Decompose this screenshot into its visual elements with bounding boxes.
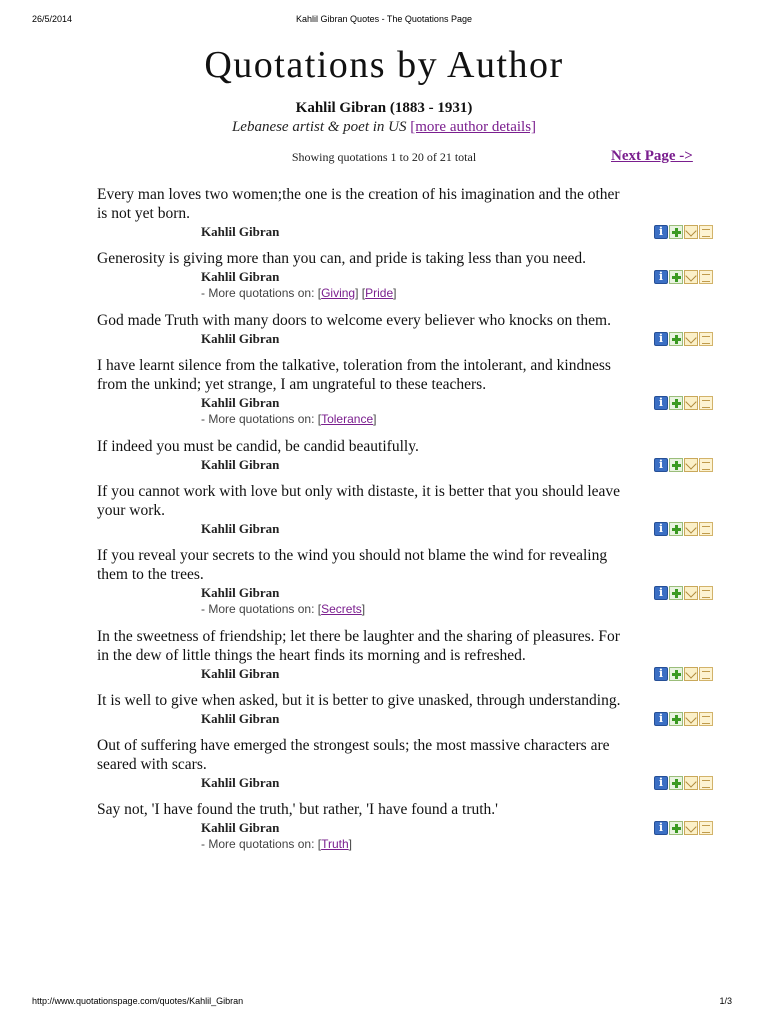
note-icon[interactable] [699, 270, 713, 284]
quote-author: Kahlil Gibran [201, 585, 280, 600]
email-icon[interactable] [684, 270, 698, 284]
note-icon[interactable] [699, 667, 713, 681]
more-quotations-on: - More quotations on: [Truth] [201, 837, 352, 851]
topic-link-truth[interactable]: Truth [321, 837, 349, 851]
email-icon[interactable] [684, 712, 698, 726]
add-icon[interactable] [669, 270, 683, 284]
quote-block [97, 356, 727, 428]
email-icon[interactable] [684, 821, 698, 835]
email-icon[interactable] [684, 586, 698, 600]
topic-link-tolerance[interactable]: Tolerance [321, 412, 374, 426]
quote-text: God made Truth with many doors to welcome every believer who knocks on them. [97, 312, 611, 329]
quote-block [97, 800, 727, 853]
quote-author: Kahlil Gibran [201, 711, 280, 726]
print-footer [0, 996, 768, 1010]
quote-actions [654, 225, 713, 239]
info-icon[interactable] [654, 821, 668, 835]
add-icon[interactable] [669, 712, 683, 726]
add-icon[interactable] [669, 821, 683, 835]
info-icon[interactable] [654, 396, 668, 410]
quote-author: Kahlil Gibran [201, 457, 280, 472]
quote-block [97, 185, 727, 240]
quote-actions [654, 776, 713, 790]
quote-block [97, 437, 727, 473]
quote-text: If you cannot work with love but only with distaste, it is better that you should leave your work. [97, 483, 621, 519]
note-icon[interactable] [699, 522, 713, 536]
email-icon[interactable] [684, 225, 698, 239]
quote-actions [654, 458, 713, 472]
quote-actions [654, 821, 713, 835]
add-icon[interactable] [669, 586, 683, 600]
quote-text: If indeed you must be candid, be candid beautifully. [97, 438, 419, 455]
more-quotations-on: - More quotations on: [Tolerance] [201, 412, 377, 426]
info-icon[interactable] [654, 225, 668, 239]
quote-text: Say not, 'I have found the truth,' but rather, 'I have found a truth.' [97, 801, 498, 818]
email-icon[interactable] [684, 667, 698, 681]
quote-author: Kahlil Gibran [201, 395, 280, 410]
info-icon[interactable] [654, 458, 668, 472]
more-author-details-link[interactable]: [more author details] [410, 119, 537, 135]
quote-block [97, 311, 727, 347]
email-icon[interactable] [684, 522, 698, 536]
note-icon[interactable] [699, 225, 713, 239]
info-icon[interactable] [654, 667, 668, 681]
topic-link-giving[interactable]: Giving [321, 286, 356, 300]
note-icon[interactable] [699, 586, 713, 600]
add-icon[interactable] [669, 667, 683, 681]
note-icon[interactable] [699, 712, 713, 726]
quote-author: Kahlil Gibran [201, 775, 280, 790]
note-icon[interactable] [699, 332, 713, 346]
note-icon[interactable] [699, 821, 713, 835]
topic-link-secrets[interactable]: Secrets [321, 602, 362, 616]
quote-block [97, 482, 727, 537]
more-quotations-label: - More quotations on: [201, 602, 315, 616]
author-name: Kahlil Gibran (1883 - 1931) [295, 100, 473, 116]
author-desc-text: Lebanese artist & poet in US [231, 119, 407, 135]
quote-actions [654, 396, 713, 410]
quote-block [97, 627, 727, 682]
quote-block [97, 546, 727, 618]
quote-author: Kahlil Gibran [201, 224, 280, 239]
add-icon[interactable] [669, 332, 683, 346]
print-page-number: 1/3 [719, 996, 732, 1006]
add-icon[interactable] [669, 396, 683, 410]
quote-block [97, 736, 727, 791]
info-icon[interactable] [654, 522, 668, 536]
quote-author: Kahlil Gibran [201, 666, 280, 681]
more-quotations-label: - More quotations on: [201, 412, 315, 426]
info-icon[interactable] [654, 270, 668, 284]
quote-author: Kahlil Gibran [201, 820, 280, 835]
quote-actions [654, 667, 713, 681]
add-icon[interactable] [669, 225, 683, 239]
email-icon[interactable] [684, 396, 698, 410]
quote-actions [654, 270, 713, 284]
add-icon[interactable] [669, 776, 683, 790]
info-icon[interactable] [654, 332, 668, 346]
email-icon[interactable] [684, 776, 698, 790]
info-icon[interactable] [654, 712, 668, 726]
note-icon[interactable] [699, 776, 713, 790]
more-quotations-on: - More quotations on: [Giving] [Pride] [201, 286, 397, 300]
email-icon[interactable] [684, 458, 698, 472]
print-title: Kahlil Gibran Quotes - The Quotations Page [296, 14, 472, 24]
print-url: http://www.quotationspage.com/quotes/Kahlil_Gibran [32, 996, 244, 1006]
page-title: Quotations by Author [204, 44, 564, 86]
quote-actions [654, 712, 713, 726]
quote-block [97, 249, 727, 302]
add-icon[interactable] [669, 522, 683, 536]
quote-actions [654, 522, 713, 536]
next-page-link[interactable]: Next Page -> [611, 148, 693, 164]
more-quotations-label: - More quotations on: [201, 286, 315, 300]
showing-count: Showing quotations 1 to 20 of 21 total [291, 150, 477, 164]
quote-actions [654, 586, 713, 600]
email-icon[interactable] [684, 332, 698, 346]
add-icon[interactable] [669, 458, 683, 472]
print-date: 26/5/2014 [32, 14, 73, 24]
quote-author: Kahlil Gibran [201, 269, 280, 284]
info-icon[interactable] [654, 586, 668, 600]
note-icon[interactable] [699, 396, 713, 410]
quote-author: Kahlil Gibran [201, 331, 280, 346]
more-quotations-on: - More quotations on: [Secrets] [201, 602, 366, 616]
quote-list [97, 185, 727, 862]
quote-text: Generosity is giving more than you can, and pride is taking less than you need. [97, 250, 587, 267]
info-icon[interactable] [654, 776, 668, 790]
topic-link-pride[interactable]: Pride [365, 286, 394, 300]
quote-text: I have learnt silence from the talkative, toleration from the intolerant, and kindness from the unkind; yet strange, I am ungrateful to these teachers. [97, 357, 611, 393]
quote-text: It is well to give when asked, but it is better to give unasked, through understanding. [97, 692, 621, 709]
more-quotations-label: - More quotations on: [201, 837, 315, 851]
note-icon[interactable] [699, 458, 713, 472]
quote-text: In the sweetness of friendship; let there be laughter and the sharing of pleasures. For in the dew of little things the heart finds its morning and is refreshed. [97, 628, 620, 664]
quote-text: If you reveal your secrets to the wind you should not blame the wind for revealing them to the trees. [97, 547, 608, 583]
quote-actions [654, 332, 713, 346]
print-header [0, 14, 768, 28]
author-description [0, 119, 768, 136]
quote-text: Out of suffering have emerged the strongest souls; the most massive characters are seared with scars. [97, 737, 610, 773]
quote-author: Kahlil Gibran [201, 521, 280, 536]
quote-block [97, 691, 727, 727]
quote-text: Every man loves two women;the one is the creation of his imagination and the other is not yet born. [97, 186, 620, 222]
